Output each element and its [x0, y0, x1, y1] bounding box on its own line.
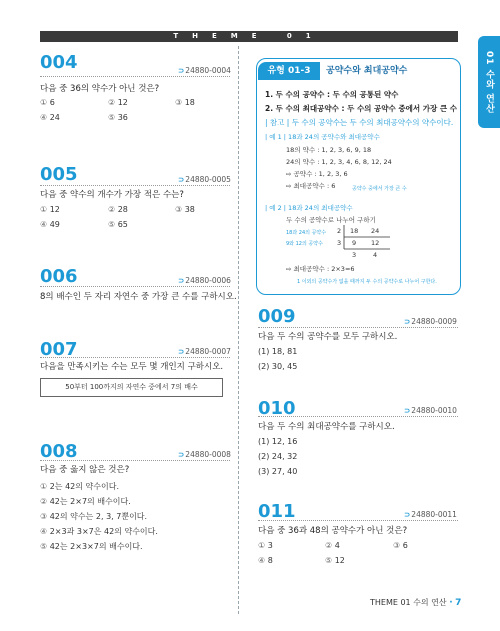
option[interactable]: ② 42는 2×7의 배수이다.: [40, 497, 131, 506]
question-code: ⊃24880-0007: [178, 347, 231, 356]
option[interactable]: ③ 18: [175, 98, 195, 107]
question-number: 004: [40, 52, 78, 73]
tip-label: 18과 24의 공약수: [286, 230, 327, 236]
option[interactable]: ② 28: [108, 205, 128, 214]
option[interactable]: ① 2는 42의 약수이다.: [40, 482, 119, 491]
link-icon: ⊃: [178, 450, 185, 459]
sub-item: (3) 27, 40: [258, 467, 298, 476]
option[interactable]: ③ 42의 약수는 2, 3, 7뿐이다.: [40, 512, 148, 521]
option[interactable]: ③ 38: [175, 205, 195, 214]
side-tab-label: 01 수와 연산: [484, 50, 494, 114]
link-icon: ⊃: [178, 276, 185, 285]
option[interactable]: ④ 49: [40, 220, 60, 229]
question-code: ⊃24880-0008: [178, 450, 231, 459]
option[interactable]: ③ 6: [393, 541, 408, 550]
option[interactable]: ④ 2×3과 3×7은 42의 약수이다.: [40, 527, 158, 536]
question-code: ⊃24880-0011: [404, 510, 457, 519]
example-1-line: 24의 약수 : 1, 2, 3, 4, 6, 8, 12, 24: [286, 158, 392, 166]
option[interactable]: ② 12: [108, 98, 128, 107]
question-number: 008: [40, 441, 78, 462]
dividend: 18: [350, 227, 359, 235]
quotient: 4: [373, 251, 378, 259]
question-number: 006: [40, 266, 78, 287]
link-icon: ⊃: [404, 317, 411, 326]
question-text: 8의 배수인 두 자리 자연수 중 가장 큰 수를 구하시오.: [40, 292, 237, 302]
divider-line: [258, 416, 458, 417]
example-1-line: 18의 약수 : 1, 2, 3, 6, 9, 18: [286, 146, 372, 154]
example-2-result: ⇨ 최대공약수 : 2×3=6: [286, 265, 355, 273]
example-1-line: ⇨ 최대공약수 : 6: [286, 182, 336, 190]
quotient: 3: [352, 251, 357, 259]
divider-line: [40, 76, 230, 77]
question-code: ⊃24880-0004: [178, 66, 231, 75]
link-icon: ⊃: [178, 175, 185, 184]
question-text: 다음 중 36과 48의 공약수가 아닌 것은?: [258, 526, 408, 536]
example-2-title: | 예 2 | 18과 24의 최대공약수: [265, 204, 353, 212]
question-code: ⊃24880-0010: [404, 406, 457, 415]
example-1-title: | 예 1 | 18과 24의 공약수와 최대공약수: [265, 133, 380, 141]
link-icon: ⊃: [404, 510, 411, 519]
example-2-line: 두 수의 공약수로 나누어 구하기: [286, 216, 376, 224]
option[interactable]: ⑤ 42는 2×3×7의 배수이다.: [40, 542, 143, 551]
question-text: 다음 중 옳지 않은 것은?: [40, 465, 130, 475]
dividend: 24: [371, 227, 380, 235]
option[interactable]: ② 4: [325, 541, 340, 550]
option[interactable]: ① 3: [258, 541, 273, 550]
option[interactable]: ⑤ 65: [108, 220, 128, 229]
dividend: 12: [371, 239, 380, 247]
question-number: 011: [258, 501, 296, 522]
sub-item: (2) 24, 32: [258, 452, 298, 461]
question-code: ⊃24880-0005: [178, 175, 231, 184]
bullet-icon: ·: [449, 598, 453, 608]
question-number: 010: [258, 398, 296, 419]
divider-line: [40, 185, 230, 186]
definition-2: 2. 두 수의 최대공약수 : 두 수의 공약수 중에서 가장 큰 수: [265, 104, 457, 113]
divider-line: [40, 460, 230, 461]
page-footer: THEME 01 수의 연산 · 7: [370, 598, 462, 608]
question-text: 다음 중 약수의 개수가 가장 적은 수는?: [40, 190, 184, 200]
tip-label: 공약수 중에서 가장 큰 수: [352, 186, 407, 192]
note: | 참고 | 두 수의 공약수는 두 수의 최대공약수의 약수이다.: [265, 118, 454, 127]
option[interactable]: ④ 8: [258, 556, 273, 565]
option[interactable]: ⑤ 12: [325, 556, 345, 565]
tip-label: 1 이외의 공약수가 없을 때까지 두 수의 공약수로 나누어 구한다.: [297, 279, 437, 285]
divider-line: [258, 520, 458, 521]
link-icon: ⊃: [178, 347, 185, 356]
divider-line: [258, 327, 458, 328]
link-icon: ⊃: [178, 66, 185, 75]
condition-box: 50부터 100까지의 자연수 중에서 7의 배수: [40, 378, 223, 397]
option[interactable]: ① 6: [40, 98, 55, 107]
dividend: 9: [352, 239, 357, 247]
divider-line: [40, 357, 230, 358]
divider-line: [40, 286, 230, 287]
question-text: 다음 중 36의 약수가 아닌 것은?: [40, 84, 160, 94]
question-text: 다음을 만족시키는 수는 모두 몇 개인지 구하시오.: [40, 362, 224, 372]
question-number: 009: [258, 306, 296, 327]
chapter-side-tab[interactable]: [478, 36, 500, 128]
tip-label: 9와 12의 공약수: [286, 241, 323, 247]
divisor: 3: [337, 239, 342, 247]
question-code: ⊃24880-0009: [404, 317, 457, 326]
type-badge: 유형 01-3: [258, 62, 320, 80]
sub-item: (1) 12, 16: [258, 437, 298, 446]
divisor: 2: [337, 227, 342, 235]
option[interactable]: ⑤ 36: [108, 113, 128, 122]
theme-label: THEME 01: [173, 32, 325, 40]
question-text: 다음 두 수의 최대공약수를 구하시오.: [258, 422, 395, 432]
column-divider: [238, 46, 239, 614]
definition-1: 1. 두 수의 공약수 : 두 수의 공통된 약수: [265, 90, 399, 99]
option[interactable]: ① 12: [40, 205, 60, 214]
question-code: ⊃24880-0006: [178, 276, 231, 285]
question-number: 005: [40, 164, 78, 185]
example-1-line: ⇨ 공약수 : 1, 2, 3, 6: [286, 170, 348, 178]
option[interactable]: ④ 24: [40, 113, 60, 122]
question-number: 007: [40, 339, 78, 360]
page-number: 7: [455, 598, 462, 608]
link-icon: ⊃: [404, 406, 411, 415]
concept-title: 공약수와 최대공약수: [326, 66, 408, 76]
sub-item: (1) 18, 81: [258, 347, 298, 356]
question-text: 다음 두 수의 공약수를 모두 구하시오.: [258, 332, 398, 342]
sub-item: (2) 30, 45: [258, 362, 298, 371]
